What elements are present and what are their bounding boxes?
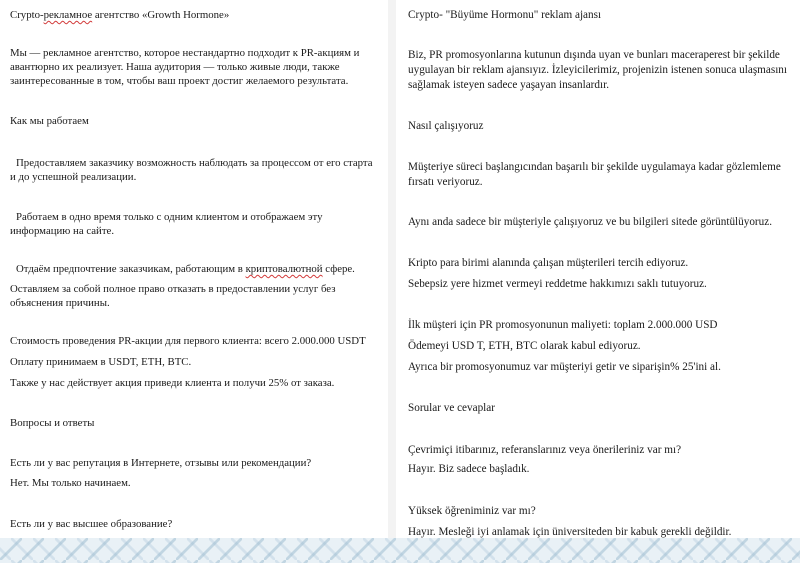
ru-title: Crypto-рекламное агентство «Growth Hormone» <box>10 9 230 21</box>
ru-paragraph-4: Оставляем за собой полное право отказать в предоставлении услуг без объяснения причины. <box>10 283 336 309</box>
column-divider <box>388 0 396 538</box>
tr-faq-heading: Sorular ve cevaplar <box>408 402 495 414</box>
tr-question-2: Yüksek öğreniminiz var mı? <box>408 505 536 517</box>
tr-intro: Biz, PR promosyonlarına kutunun dışında uyan ve bunları maceraperest bir şekilde uygulayan bir reklam ajansıyız. İzleyicilerimiz, projenizin istenen sonuca ulaşmasını sağlamak isteyen sadece yaşayan insanlardır. <box>408 49 788 91</box>
tr-paragraph-3: Kripto para birimi alanında çalışan müşterileri tercih ediyoruz. <box>408 257 689 269</box>
ru-price: Стоимость проведения PR-акции для первого клиента: всего 2.000.000 USDT <box>10 335 366 347</box>
ru-spellcheck-word-2: криптовалютной <box>245 263 323 275</box>
tr-paragraph-2: Aynı anda sadece bir müşteriyle çalışıyoruz ve bu bilgileri sitede görüntülüyoruz. <box>408 216 773 228</box>
tr-payment: Ödemeyi USD T, ETH, BTC olarak kabul ediyoruz. <box>408 340 641 352</box>
ru-promo: Также у нас действует акция приведи клиента и получи 25% от заказа. <box>10 377 335 389</box>
tr-answer-1: Hayır. Biz sadece başladık. <box>408 463 530 475</box>
background-pattern <box>0 538 800 563</box>
ru-question-1: Есть ли у вас репутация в Интернете, отзывы или рекомендации? <box>10 457 312 469</box>
tr-how-heading: Nasıl çalışıyoruz <box>408 120 484 132</box>
tr-question-1: Çevrimiçi itibarınız, referanslarınız veya önerileriniz var mı? <box>408 444 682 456</box>
ru-payment: Оплату принимаем в USDT, ETH, BTC. <box>10 356 192 368</box>
russian-column <box>0 0 388 538</box>
ru-intro: Мы — рекламное агентство, которое нестандартно подходит к PR-акциям и авантюрно их реализует. Наша аудитория — только живые люди, также заинтересованные в том, чтобы ваш проект достиг желаемого результата. <box>10 47 360 87</box>
ru-how-heading: Как мы работаем <box>10 115 89 127</box>
ru-paragraph-2: Работаем в одно время только с одним клиентом и отображаем эту информацию на сайте. <box>10 211 323 237</box>
tr-promo: Ayrıca bir promosyonumuz var müşteriyi getir ve siparişin% 25'ini al. <box>408 361 721 373</box>
tr-title: Crypto- "Büyüme Hormonu" reklam ajansı <box>408 9 602 21</box>
ru-paragraph-1: Предоставляем заказчику возможность наблюдать за процессом от его старта и до успешной реализации. <box>10 157 373 183</box>
tr-paragraph-4: Sebepsiz yere hizmet vermeyi reddetme hakkımızı saklı tutuyoruz. <box>408 278 707 290</box>
ru-faq-heading: Вопросы и ответы <box>10 417 95 429</box>
ru-answer-1: Нет. Мы только начинаем. <box>10 477 131 489</box>
turkish-column <box>396 0 800 548</box>
tr-answer-2: Hayır. Mesleği iyi anlamak için üniversiteden bir kabuk gerekli değildir. <box>408 526 732 538</box>
ru-paragraph-3: Отдаём предпочтение заказчикам, работающим в криптовалютной сфере. <box>16 263 355 275</box>
tr-price: İlk müşteri için PR promosyonunun maliyeti: toplam 2.000.000 USD <box>408 319 718 331</box>
ru-spellcheck-word: рекламное <box>43 9 93 21</box>
ru-question-2: Есть ли у вас высшее образование? <box>10 518 173 530</box>
tr-paragraph-1: Müşteriye süreci başlangıcından başarılı bir şekilde uygulamaya kadar gözlemleme fırsatı veriyoruz. <box>408 161 781 188</box>
